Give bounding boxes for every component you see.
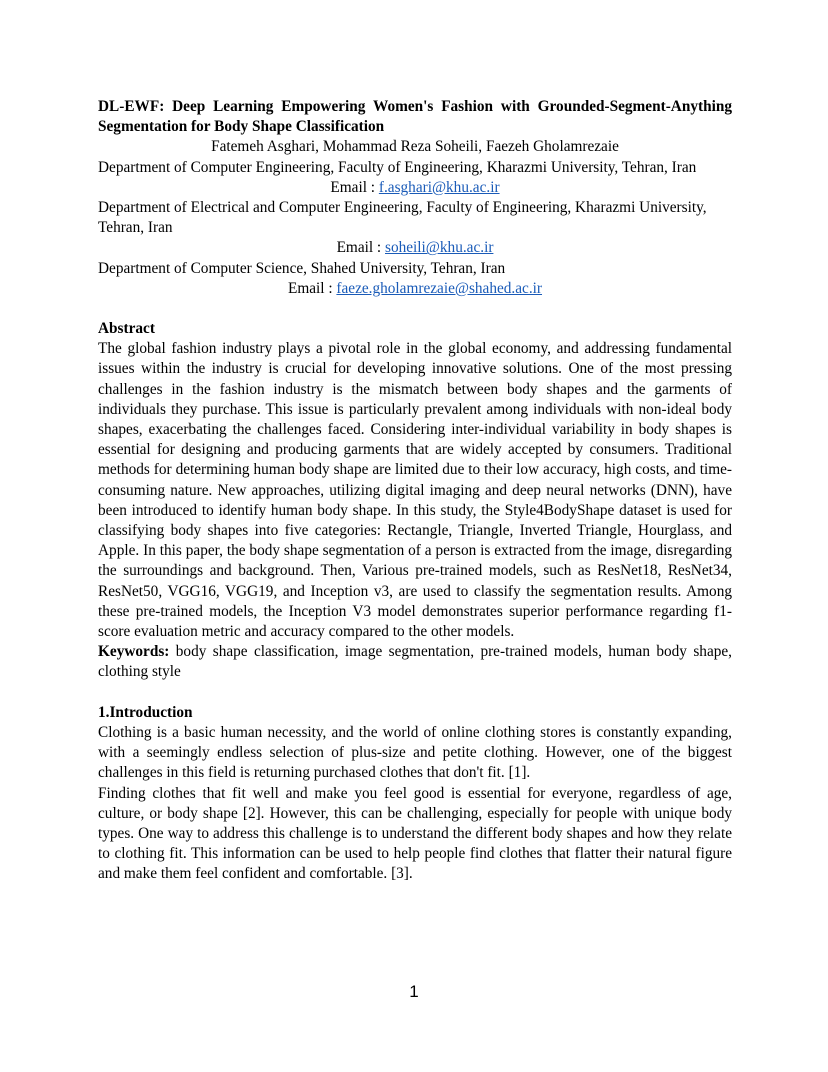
spacer — [98, 299, 732, 319]
email-label: Email : — [336, 239, 386, 257]
email-line-3 — [98, 279, 732, 299]
paper-page — [98, 97, 732, 885]
page-number: 1 — [409, 982, 419, 1001]
abstract-text: The global fashion industry plays a pivotal role in the global economy, and addressing fundamental issues within the industry is crucial for developing innovative solutions. One of the most pressing challenges in the fashion industry is the mismatch between body shapes and the garments of individuals they purchase. This issue is particularly prevalent among individuals with non-ideal body shapes, exacerbating the challenges faced. Considering inter-individual variability in body shapes is essential for designing and producing garments that are widely accepted by consumers. Traditional methods for determining human body shape are limited due to their low accuracy, high costs, and time-consuming nature. New approaches, utilizing digital imaging and deep neural networks (DNN), have been introduced to identify human body shape. In this study, the Style4BodyShape dataset is used for classifying body shapes into five categories: Rectangle, Triangle, Inverted Triangle, Hourglass, and Apple. In this paper, the body shape segmentation of a person is extracted from the image, disregarding the surroundings and background. Then, Various pre-trained models, such as ResNet18, ResNet34, ResNet50, VGG16, VGG19, and Inception v3, are used to classify the segmentation results. Among these pre-trained models, the Inception V3 model demonstrates superior performance regarding f1-score evaluation metric and accuracy compared to the other models. — [98, 340, 732, 641]
email-label: Email : — [287, 279, 337, 297]
keywords-text: body shape classification, image segmentation, pre-trained models, human body shape, clothing style — [98, 643, 732, 681]
email-link-3[interactable]: faeze.gholamrezaie@shahed.ac.ir — [336, 279, 543, 297]
email-link-2[interactable]: soheili@khu.ac.ir — [385, 239, 494, 257]
keywords-label: Keywords: — [98, 643, 170, 661]
introduction-paragraph-1: Clothing is a basic human necessity, and the world of online clothing stores is constantly expanding, with a seemingly endless selection of plus-size and petite clothing. However, one of the biggest challenges in this field is returning purchased clothes that don't fit. [1]. — [98, 723, 732, 782]
introduction-paragraph-2: Finding clothes that fit well and make you feel good is essential for everyone, regardless of age, culture, or body shape [2]. However, this can be challenging, especially for people with unique body types. One way to address this challenge is to understand the different body shapes and how they relate to clothing fit. This information can be used to help people find clothes that flatter their natural figure and make them feel confident and comfortable. [3]. — [98, 784, 732, 883]
abstract-heading: Abstract — [98, 320, 155, 338]
paper-title: DL-EWF: Deep Learning Empowering Women's Fashion with Grounded-Segment-Anything Segmentation for Body Shape Classification — [98, 98, 732, 136]
email-label: Email : — [330, 178, 379, 196]
spacer — [98, 683, 732, 703]
email-line-2 — [98, 238, 732, 258]
email-link-1[interactable]: f.asghari@khu.ac.ir — [378, 178, 500, 196]
affiliation-2: Department of Electrical and Computer Engineering, Faculty of Engineering, Kharazmi University, Tehran, Iran — [98, 199, 707, 237]
keywords-line — [98, 642, 732, 682]
email-line-1 — [98, 178, 732, 198]
affiliation-3: Department of Computer Science, Shahed University, Tehran, Iran — [98, 259, 506, 277]
introduction-heading: 1.Introduction — [98, 703, 193, 721]
affiliation-1: Department of Computer Engineering, Faculty of Engineering, Kharazmi University, Tehran, Iran — [98, 158, 697, 176]
author-list: Fatemeh Asghari, Mohammad Reza Soheili, Faezeh Gholamrezaie — [211, 138, 619, 156]
